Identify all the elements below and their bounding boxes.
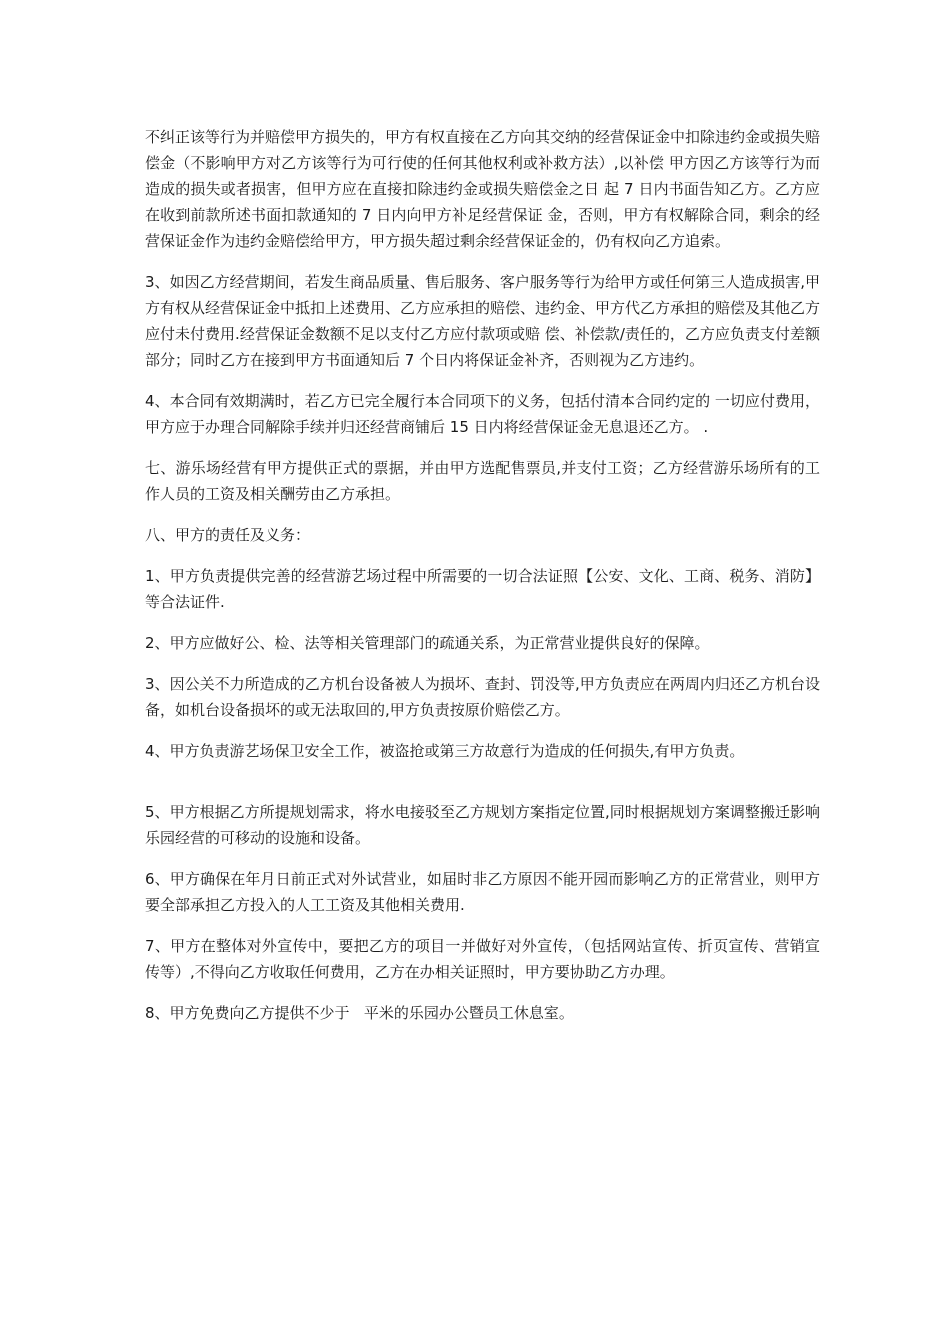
paragraph-duty-3-equipment: 3、因公关不力所造成的乙方机台设备被人为损坏、查封、罚没等,甲方负责应在两周内归还乙方机台设备，如机台设备损坏的或无法取回的,甲方负责按原价赔偿乙方。 <box>145 675 820 719</box>
paragraph-clause-3-damages: 3、如因乙方经营期间，若发生商品质量、售后服务、客户服务等行为给甲方或任何第三人造成损害,甲方有权从经营保证金中抵扣上述费用、乙方应承担的赔偿、违约金、甲方代乙方承担的赔偿及其他乙方应付未付费用.经营保证金数额不足以支付乙方应付款项或赔 偿、补偿款/责任的，乙方应负责支付差额部分；同时乙方在接到甲方书面通知后 7 个日内将保证金补齐，否则视为乙方违约。 <box>145 273 821 369</box>
paragraph-duty-4-security: 4、甲方负责游艺场保卫安全工作，被盗抢或第三方故意行为造成的任何损失,有甲方负责。 <box>145 742 745 760</box>
paragraph-duty-1-licenses: 1、甲方负责提供完善的经营游艺场过程中所需要的一切合法证照【公安、文化、工商、税务、消防】等合法证件. <box>145 567 820 611</box>
paragraph-section-7-tickets: 七、游乐场经营有甲方提供正式的票据，并由甲方选配售票员,并支付工资；乙方经营游乐场所有的工作人员的工资及相关酬劳由乙方承担。 <box>145 459 820 503</box>
paragraph-deposit-deduction: 不纠正该等行为并赔偿甲方损失的，甲方有权直接在乙方向其交纳的经营保证金中扣除违约金或损失赔偿金（不影响甲方对乙方该等行为可行使的任何其他权利或补救方法）,以补偿 甲方因乙方该等行为而造成的损失或者损害，但甲方应在直接扣除违约金或损失赔偿金之日 起 7 日内书面告知乙方。乙方应在收到前款所述书面扣款通知的 7 日内向甲方补足经营保证 金，否则，甲方有权解除合同，剩余的经营保证金作为违约金赔偿给甲方，甲方损失超过剩余经营保证金的，仍有权向乙方追索。 <box>145 128 821 250</box>
paragraph-duty-7-promotion: 7、甲方在整体对外宣传中，要把乙方的项目一并做好对外宣传，（包括网站宣传、折页宣传、营销宣传等）,不得向乙方收取任何费用，乙方在办相关证照时，甲方要协助乙方办理。 <box>145 937 820 981</box>
paragraph-duty-2-relations: 2、甲方应做好公、检、法等相关管理部门的疏通关系，为正常营业提供良好的保障。 <box>145 634 710 652</box>
document-body <box>145 124 820 1041</box>
paragraph-duty-5-utilities: 5、甲方根据乙方所提规划需求，将水电接驳至乙方规划方案指定位置,同时根据规划方案调整搬迁影响乐园经营的可移动的设施和设备。 <box>145 803 820 847</box>
paragraph-duty-6-opening: 6、甲方确保在年月日前正式对外试营业，如届时非乙方原因不能开园而影响乙方的正常营业，则甲方要全部承担乙方投入的人工工资及其他相关费用. <box>145 870 820 914</box>
section-heading-party-a-duties: 八、甲方的责任及义务： <box>145 526 311 544</box>
paragraph-duty-8-office: 8、甲方免费向乙方提供不少于 平米的乐园办公暨员工休息室。 <box>145 1004 574 1022</box>
paragraph-clause-4-expiry: 4、本合同有效期满时，若乙方已完全履行本合同项下的义务，包括付清本合同约定的 一切应付费用，甲方应于办理合同解除手续并归还经营商铺后 15 日内将经营保证金无息退还乙方。 . <box>145 392 820 436</box>
